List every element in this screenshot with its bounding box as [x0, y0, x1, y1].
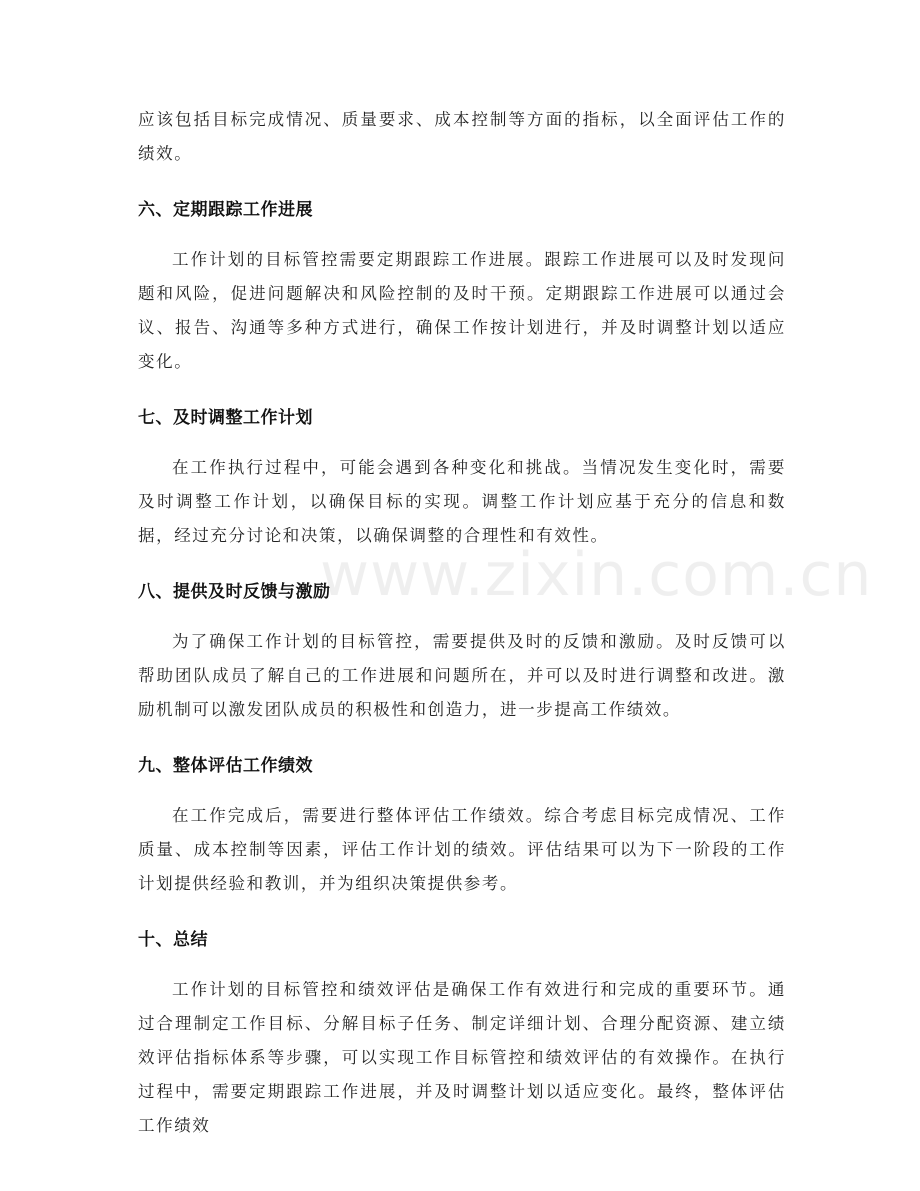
watermark: www.zixin.com.cn — [320, 540, 873, 610]
section-body-6: 工作计划的目标管控需要定期跟踪工作进展。跟踪工作进展可以及时发现问题和风险，促进问题解决和风险控制的及时干预。定期跟踪工作进展可以通过会议、报告、沟通等多种方式进行，确保工作按计划进行，并及时调整计划以适应变化。 — [138, 250, 786, 371]
section-heading-6: 六、定期跟踪工作进展 — [138, 200, 313, 220]
section-heading-10: 十、总结 — [138, 930, 208, 950]
section-body-7: 在工作执行过程中，可能会遇到各种变化和挑战。当情况发生变化时，需要及时调整工作计划，以确保目标的实现。调整工作计划应基于充分的信息和数据，经过充分讨论和决策，以确保调整的合理性和有效性。 — [138, 458, 786, 545]
section-body-9: 在工作完成后，需要进行整体评估工作绩效。综合考虑目标完成情况、工作质量、成本控制等因素，评估工作计划的绩效。评估结果可以为下一阶段的工作计划提供经验和教训，并为组织决策提供参考。 — [138, 806, 786, 893]
section-body-10: 工作计划的目标管控和绩效评估是确保工作有效进行和完成的重要环节。通过合理制定工作目标、分解目标子任务、制定详细计划、合理分配资源、建立绩效评估指标体系等步骤，可以实现工作目标管控和绩效评估的有效操作。在执行过程中，需要定期跟踪工作进展，并及时调整计划以适应变化。最终，整体评估工作绩效 — [138, 980, 786, 1135]
section-heading-8: 八、提供及时反馈与激励 — [138, 582, 331, 602]
section-heading-7: 七、及时调整工作计划 — [138, 408, 313, 428]
intro-paragraph: 应该包括目标完成情况、质量要求、成本控制等方面的指标，以全面评估工作的绩效。 — [138, 110, 786, 163]
document-body — [138, 103, 786, 1143]
section-heading-9: 九、整体评估工作绩效 — [138, 756, 313, 776]
section-body-8: 为了确保工作计划的目标管控，需要提供及时的反馈和激励。及时反馈可以帮助团队成员了解自己的工作进展和问题所在，并可以及时进行调整和改进。激励机制可以激发团队成员的积极性和创造力，进一步提高工作绩效。 — [138, 632, 786, 719]
